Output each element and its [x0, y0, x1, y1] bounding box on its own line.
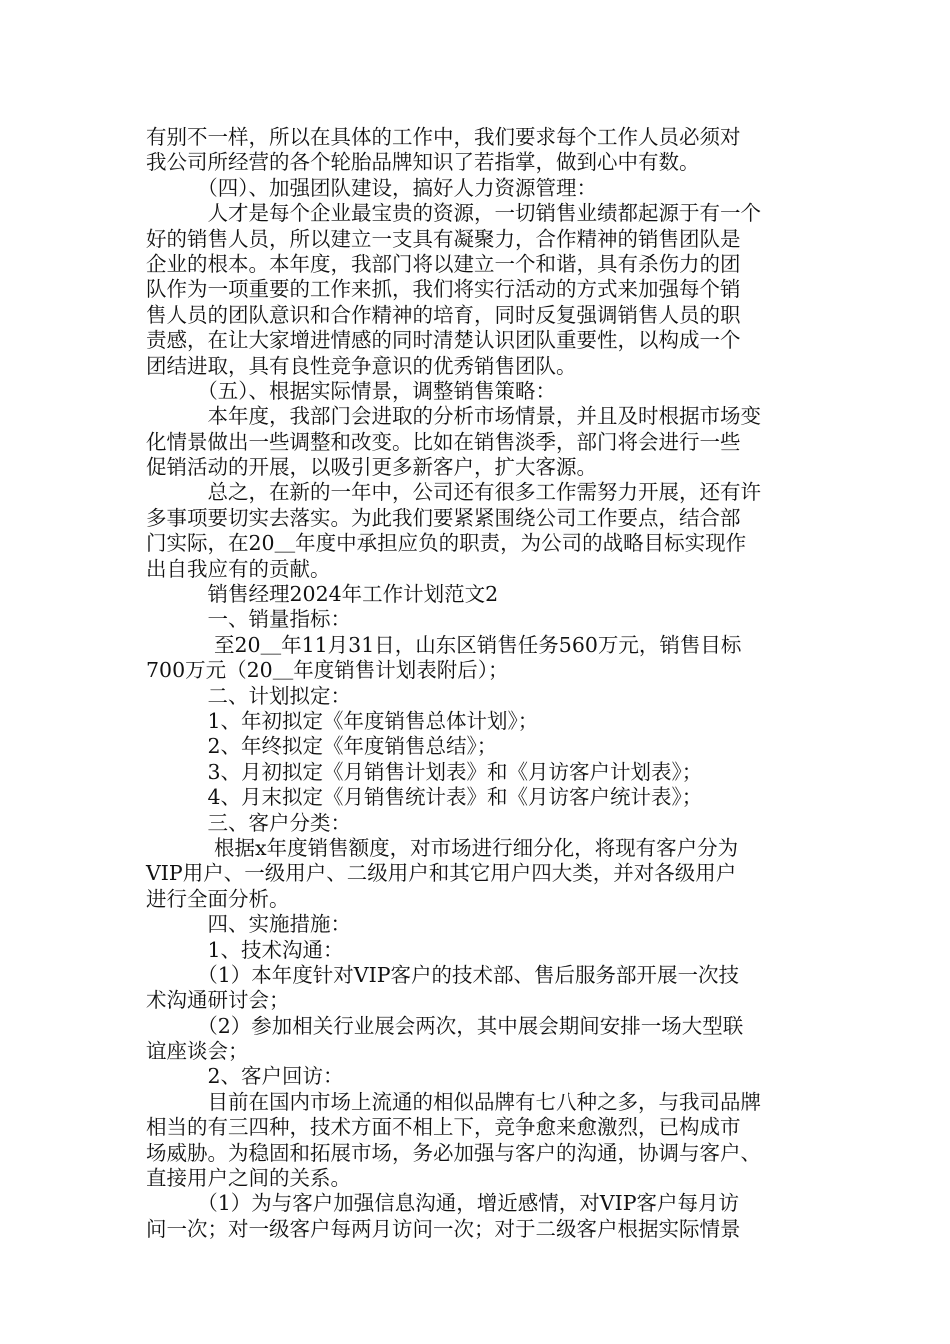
section-heading: 三、客户分类： — [146, 810, 351, 835]
list-item: 1、年初拟定《年度销售总体计划》； — [146, 708, 539, 733]
text-line: 问一次；对一级客户每两月访问一次；对于二级客户根据实际情景 — [146, 1216, 741, 1241]
text-line: VIP用户、一级用户、二级用户和其它用户四大类，并对各级用户 — [146, 861, 737, 886]
text-line: 出自我应有的贡献。 — [146, 556, 331, 581]
subsection-heading: 1、技术沟通： — [146, 937, 344, 962]
section-heading: （五）、根据实际情景，调整销售策略： — [146, 378, 556, 403]
document-subtitle: 销售经理2024年工作计划范文2 — [146, 582, 499, 607]
text-line: 进行全面分析。 — [146, 886, 290, 911]
list-item: 4、月末拟定《月销售统计表》和《月访客户统计表》； — [146, 785, 703, 810]
text-line: 企业的根本。本年度，我部门将以建立一个和谐，具有杀伤力的团 — [146, 251, 741, 276]
text-line: 人才是每个企业最宝贵的资源，一切销售业绩都起源于有一个 — [146, 201, 761, 226]
subsection-heading: 2、客户回访： — [146, 1064, 344, 1089]
text-line: 至20＿年11月31日，山东区销售任务560万元，销售目标 — [146, 632, 742, 657]
text-line: 多事项要切实去落实。为此我们要紧紧围绕公司工作要点，结合部 — [146, 505, 741, 530]
list-item: 3、月初拟定《月销售计划表》和《月访客户计划表》； — [146, 759, 703, 784]
text-line: 队作为一项重要的工作来抓，我们将实行活动的方式来加强每个销 — [146, 277, 741, 302]
text-line: 门实际，在20＿年度中承担应负的职责，为公司的战略目标实现作 — [146, 531, 747, 556]
document-body — [146, 125, 806, 1242]
text-line: 场威胁。为稳固和拓展市场，务必加强与客户的沟通，协调与客户、 — [146, 1140, 761, 1165]
list-item: （1）为与客户加强信息沟通，增近感情，对VIP客户每月访 — [146, 1191, 739, 1216]
text-line: 有别不一样，所以在具体的工作中，我们要求每个工作人员必须对 — [146, 125, 741, 149]
section-heading: 二、计划拟定： — [146, 683, 351, 708]
text-line: 团结进取，具有良性竞争意识的优秀销售团队。 — [146, 353, 577, 378]
text-line: 促销活动的开展，以吸引更多新客户，扩大客源。 — [146, 455, 597, 480]
text-line: 相当的有三四种，技术方面不相上下，竞争愈来愈激烈，已构成市 — [146, 1115, 741, 1140]
text-line: 责感，在让大家增进情感的同时清楚认识团队重要性，以构成一个 — [146, 328, 741, 353]
text-line: 本年度，我部门会进取的分析市场情景，并且及时根据市场变 — [146, 404, 761, 429]
text-line: 根据x年度销售额度，对市场进行细分化，将现有客户分为 — [146, 835, 739, 860]
text-line: 术沟通研讨会； — [146, 988, 290, 1013]
text-line: 700万元（20＿年度销售计划表附后）； — [146, 658, 509, 683]
text-line: 直接用户之间的关系。 — [146, 1166, 351, 1191]
list-item: （1）本年度针对VIP客户的技术部、售后服务部开展一次技 — [146, 962, 739, 987]
list-item: （2）参加相关行业展会两次，其中展会期间安排一场大型联 — [146, 1013, 744, 1038]
section-heading: 四、实施措施： — [146, 912, 351, 937]
text-line: 好的销售人员，所以建立一支具有凝聚力，合作精神的销售团队是 — [146, 226, 741, 251]
text-line: 化情景做出一些调整和改变。比如在销售淡季，部门将会进行一些 — [146, 429, 741, 454]
section-heading: （四）、加强团队建设，搞好人力资源管理： — [146, 175, 597, 200]
text-line: 谊座谈会； — [146, 1039, 249, 1064]
text-line: 总之，在新的一年中，公司还有很多工作需努力开展，还有许 — [146, 480, 761, 505]
text-line: 我公司所经营的各个轮胎品牌知识了若指掌，做到心中有数。 — [146, 150, 700, 175]
list-item: 2、年终拟定《年度销售总结》； — [146, 734, 498, 759]
text-line: 目前在国内市场上流通的相似品牌有七八种之多，与我司品牌 — [146, 1089, 761, 1114]
section-heading: 一、销量指标： — [146, 607, 351, 632]
text-line: 售人员的团队意识和合作精神的培育，同时反复强调销售人员的职 — [146, 302, 741, 327]
